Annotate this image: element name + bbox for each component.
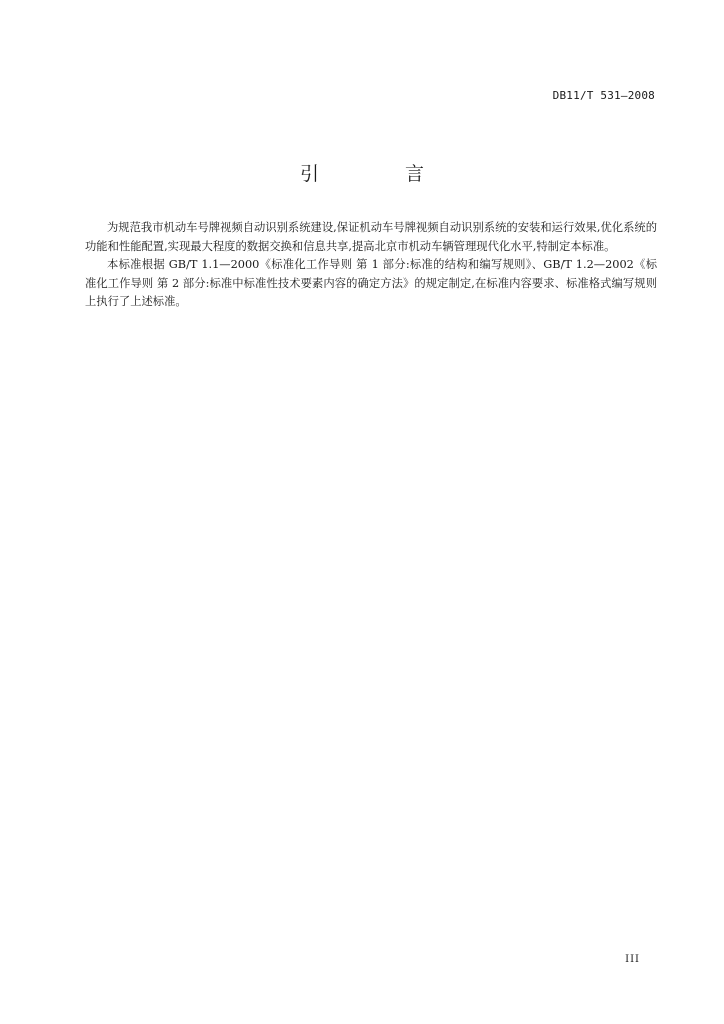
paragraph-purpose: 为规范我市机动车号牌视频自动识别系统建设,保证机动车号牌视频自动识别系统的安装和运行效果,优化系统的功能和性能配置,实现最大程度的数据交换和信息共享,提高北京市机动车辆管理现代化水平,特制定本标准。	[85, 221, 657, 253]
paragraph-basis: 本标准根据 GB/T 1.1—2000《标准化工作导则 第 1 部分:标准的结构和编写规则》、GB/T 1.2—2002《标准化工作导则 第 2 部分:标准中标准性技术要素内容的确定方法》的规定制定,在标准内容要求、标准格式编写规则上执行了上述标准。	[85, 258, 657, 308]
page-number: III	[625, 954, 640, 965]
body-text	[85, 219, 657, 312]
standard-code: DB11/T 531—2008	[552, 89, 655, 102]
section-title: 引 言	[299, 163, 465, 185]
